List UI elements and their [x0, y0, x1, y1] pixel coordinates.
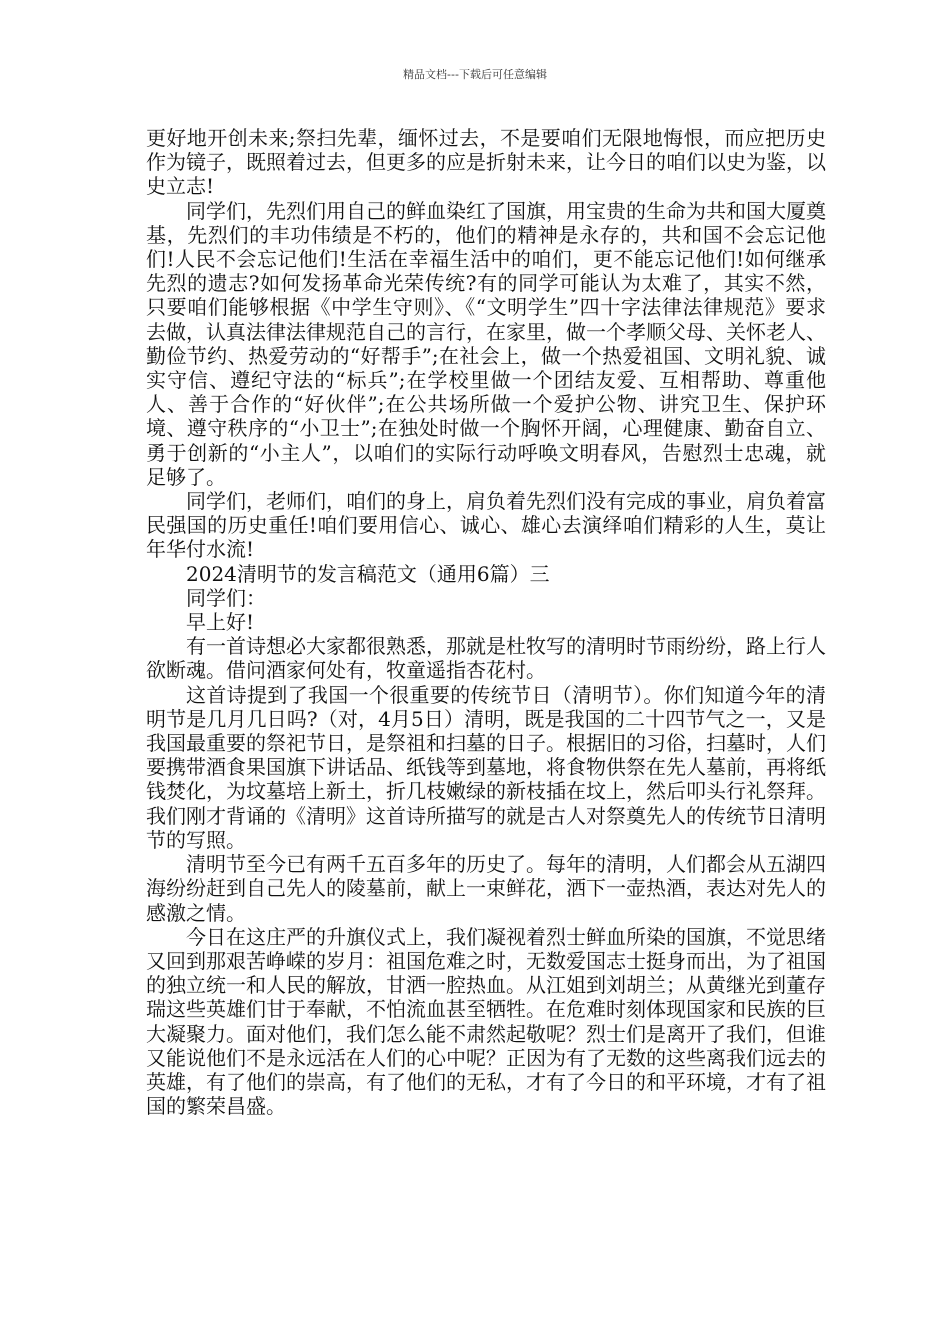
salutation: 同学们：: [186, 585, 266, 610]
paragraph: 同学们，先烈们用自己的鲜血染红了国旗，用宝贵的生命为共和国大厦奠基，先烈们的丰功伟绩是不朽的，他们的精神是永存的，共和国不会忘记他们!人民不会忘记他们!生活在幸福生活中的咱们，更不能忘记他们!如何继承先烈的遗志?如何发扬革命光荣传统?有的同学可能认为太难了，其实不然，只要咱们能够根据《中学生守则》、《“文明学生”四十字法律法律规范》要求去做，认真法律法律规范自己的言行，在家里，做一个孝顺父母、关怀老人、勤俭节约、热爱劳动的“好帮手”;在社会上，做一个热爱祖国、文明礼貌、诚实守信、遵纪守法的“标兵”;在学校里做一个团结友爱、互相帮助、尊重他人、善于合作的“好伙伴”;在公共场所做一个爱护公物、讲究卫生、保护环境、遵守秩序的“小卫士”;在独处时做一个胸怀开阔，心理健康、勤奋自立、勇于创新的“小主人”，以咱们的实际行动呼唤文明春风，告慰烈士忠魂，就足够了。: [146, 198, 826, 489]
paragraph: 今日在这庄严的升旗仪式上，我们凝视着烈士鲜血所染的国旗，不觉思绪又回到那艰苦峥嵘的岁月：祖国危难之时，无数爱国志士挺身而出，为了祖国的独立统一和人民的解放，甘洒一腔热血。从江姐到刘胡兰；从黄继光到董存瑞这些英雄们甘于奉献，不怕流血甚至牺牲。在危难时刻体现国家和民族的巨大凝聚力。面对他们，我们怎么能不肃然起敬呢？烈士们是离开了我们，但谁又能说他们不是永远活在人们的心中呢？正因为有了无数的这些离我们远去的英雄，有了他们的崇高，有了他们的无私，才有了今日的和平环境，才有了祖国的繁荣昌盛。: [146, 924, 826, 1119]
paragraph: 有一首诗想必大家都很熟悉，那就是杜牧写的清明时节雨纷纷，路上行人欲断魂。借问酒家何处有，牧童遥指杏花村。: [146, 634, 826, 683]
document-body: [146, 126, 826, 1118]
paragraph: 同学们，老师们，咱们的身上，肩负着先烈们没有完成的事业，肩负着富民强国的历史重任!咱们要用信心、诚心、雄心去演绎咱们精彩的人生，莫让年华付水流!: [146, 489, 826, 562]
paragraph: 清明节至今已有两千五百多年的历史了。每年的清明，人们都会从五湖四海纷纷赶到自己先人的陵墓前，献上一束鲜花，洒下一壶热酒，表达对先人的感激之情。: [146, 852, 826, 925]
page-header: 精品文档---下载后可任意编辑: [403, 68, 547, 81]
section-heading: 2024清明节的发言稿范文（通用6篇）三: [186, 561, 550, 586]
greeting: 早上好!: [186, 610, 255, 635]
paragraph: 这首诗提到了我国一个很重要的传统节日（清明节）。你们知道今年的清明节是几月几日吗?（对，4月5日）清明，既是我国的二十四节气之一，又是我国最重要的祭祀节日，是祭祖和扫墓的日子。根据旧的习俗，扫墓时，人们要携带酒食果国旗下讲话品、纸钱等到墓地，将食物供祭在先人墓前，再将纸钱焚化，为坟墓培上新土，折几枝嫩绿的新枝插在坟上，然后叩头行礼祭拜。我们刚才背诵的《清明》这首诗所描写的就是古人对祭奠先人的传统节日清明节的写照。: [146, 682, 826, 852]
paragraph: 更好地开创未来;祭扫先辈，缅怀过去，不是要咱们无限地悔恨，而应把历史作为镜子，既照着过去，但更多的应是折射未来，让今日的咱们以史为鉴，以史立志!: [146, 126, 826, 199]
